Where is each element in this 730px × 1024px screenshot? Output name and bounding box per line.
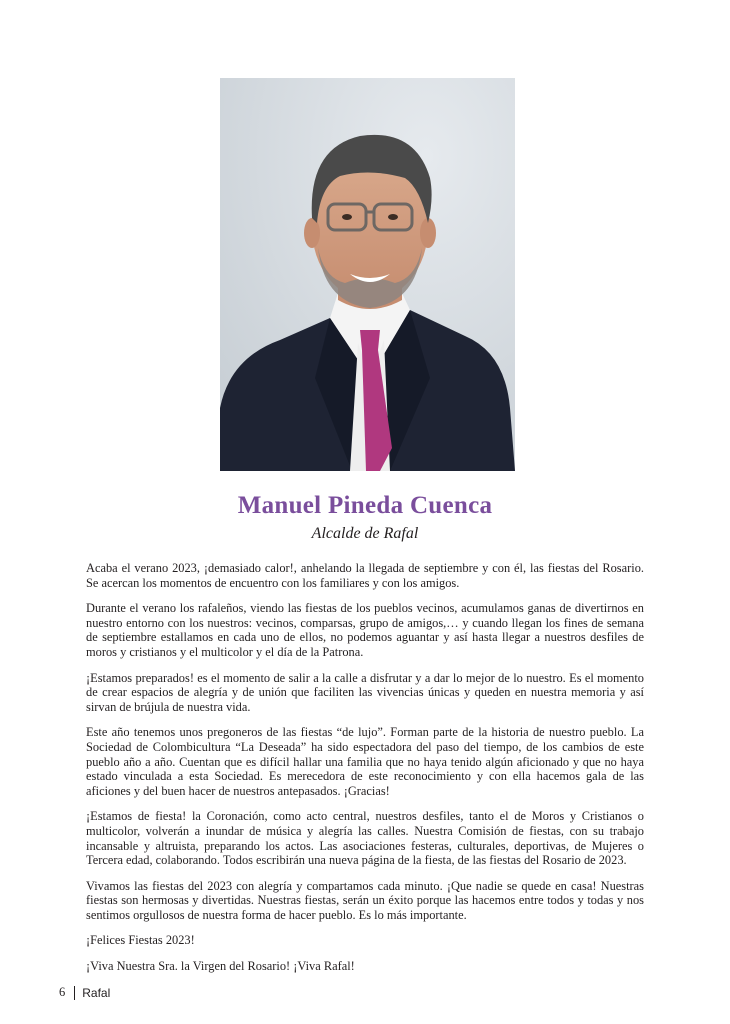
tie-knot — [360, 330, 380, 350]
person-role-subtitle: Alcalde de Rafal — [311, 525, 419, 542]
publication-name: Rafal — [82, 985, 111, 1000]
footer-divider — [74, 986, 75, 1000]
mayor-portrait-photo — [220, 78, 515, 471]
paragraph: ¡Viva Nuestra Sra. la Virgen del Rosario! ¡Viva Rafal! — [86, 959, 355, 974]
paragraph: ¡Estamos de fiesta! la Coronación, como acto central, nuestros desfiles, tanto el de Moros y Cristianos o multicolor, volverán a inundar de música y alegría las calles. Nuestra Comisión de fiestas, con su trabajo incansable y altruista, preparando los actos. Las asociaciones festeras, culturales, deportivas, de Mujeres o Tercera edad, colaborando. Todos escribirán una nueva página de la fiesta, de las fiestas del Rosario de 2023. — [86, 809, 644, 868]
left-ear — [304, 218, 320, 248]
paragraph: ¡Estamos preparados! es el momento de salir a la calle a disfrutar y a dar lo mejor de lo nuestro. Es el momento de crear espacios de alegría y de unión que faciliten las vivencias únicas y queden en nuestra memoria y así sirvan de brújula de nuestra vida. — [86, 670, 644, 714]
person-name-heading: Manuel Pineda Cuenca — [237, 492, 493, 519]
left-eye — [342, 214, 352, 220]
page-number: 6 — [59, 985, 66, 999]
article-body — [86, 561, 644, 985]
page-footer — [59, 985, 110, 1000]
portrait-illustration — [220, 78, 515, 471]
paragraph: Vivamos las fiestas del 2023 con alegría y compartamos cada minuto. ¡Que nadie se quede en casa! Nuestras fiestas son hermosas y divertidas. Nuestras fiestas, serán un éxito porque las hacemos entre todos y todas y nos sentimos orgullosos de nuestra forma de hacer pueblo. Es lo más importante. — [86, 878, 644, 922]
paragraph: ¡Felices Fiestas 2023! — [86, 933, 195, 948]
paragraph: Acaba el verano 2023, ¡demasiado calor!, anhelando la llegada de septiembre y con él, las fiestas del Rosario. Se acercan los momentos de encuentro con los familiares y con los amigos. — [86, 561, 644, 590]
paragraph: Durante el verano los rafaleños, viendo las fiestas de los pueblos vecinos, acumulamos ganas de divertirnos en nuestro entorno con los nuestros: vecinos, comparsas, grupo de amigos,… y cuando llegan los fines de semana de septiembre estallamos en cada uno de ellos, no podemos aguantar y así hasta llegar a nuestros desfiles de moros y cristianos y el multicolor y el día de la Patrona. — [86, 601, 644, 659]
paragraph: Este año tenemos unos pregoneros de las fiestas “de lujo”. Forman parte de la historia de nuestro pueblo. La Sociedad de Colombicultura “La Deseada” ha sido espectadora del paso del tiempo, de los cambios de este pueblo año a año. Cuentan que es difícil hallar una familia que no haya tenido algún aficionado y que no haya estado vinculada a esta Sociedad. Es merecedora de este reconocimiento y con ella hacemos gala de las aficiones y del buen hacer de nuestros antepasados. ¡Gracias! — [86, 725, 644, 798]
right-eye — [388, 214, 398, 220]
